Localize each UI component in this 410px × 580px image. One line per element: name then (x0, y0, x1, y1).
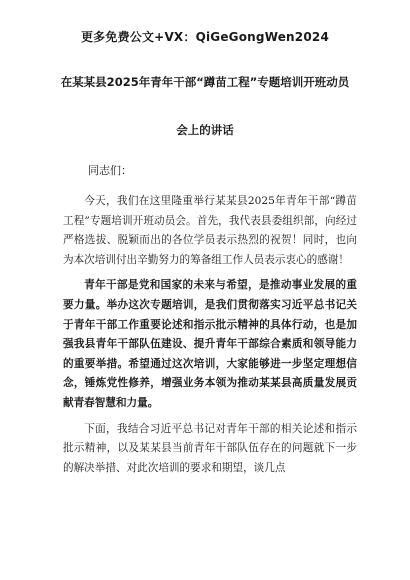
document-body (63, 192, 357, 484)
document-title-line-1: 在某某县2025年青年干部“蹲苗工程”专题培训开班动员 (60, 75, 350, 89)
paragraph-transition: 下面，我结合习近平总书记对青年干部的相关论述和指示批示精神，以及某某县当前青年干部队伍存在的问题就下一步的解决举措、对此次培训的要求和期望，谈几点 (63, 422, 357, 474)
watermark-header: 更多免费公文+VX：QiGeGongWen2024 (80, 30, 329, 44)
paragraph-opening: 今天，我们在这里隆重举行某某县2025年青年干部“蹲苗工程”专题培训开班动员会。首先，我代表县委组织部，向经过严格选拔、脱颖而出的各位学员表示热烈的祝贺！同时，也向为本次培训付出辛勤努力的筹备组工作人员表示衷心的感谢！ (63, 195, 357, 266)
document-title-line-2: 会上的讲话 (176, 123, 234, 137)
paragraph-significance: 青年干部是党和国家的未来与希望，是推动事业发展的重要力量。举办这次专题培训，是我们贯彻落实习近平总书记关于青年干部工作重要论述和指示批示精神的具体行动，也是加强我县青年干部队伍建设、提升青年干部综合素质和领导能力的重要举措。希望通过这次培训，大家能够进一步坚定理想信念，锤炼党性修养，增强业务本领为推动某某县高质量发展贡献青春智慧和力量。 (63, 279, 357, 409)
salutation: 同志们： (88, 164, 132, 177)
